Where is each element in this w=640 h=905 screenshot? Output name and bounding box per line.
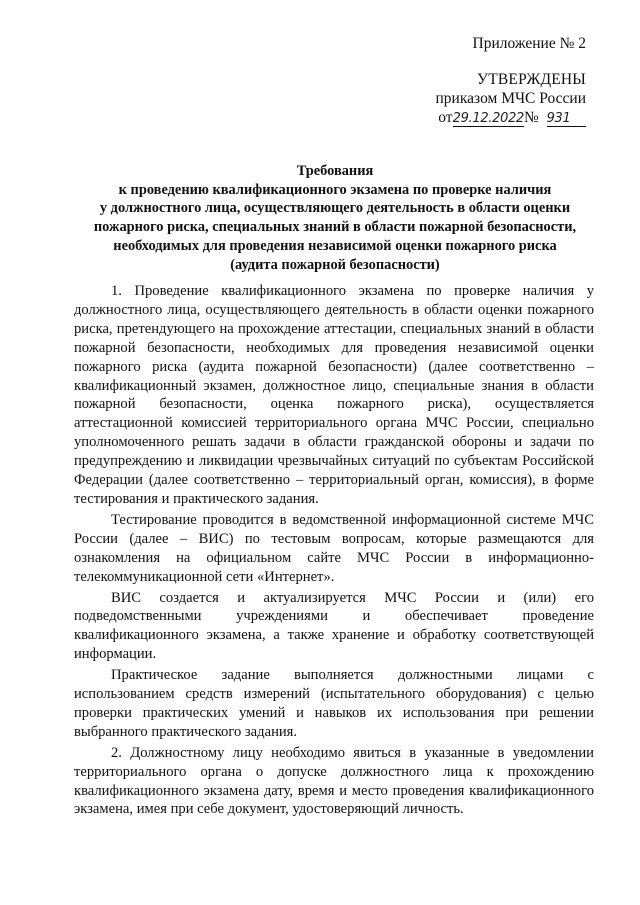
title-line: у должностного лица, осуществляющего деятельность в области оценки bbox=[99, 200, 571, 217]
paragraph-2-attendance: 2. Должностному лицу необходимо явиться в указанные в уведомлении территориального органа о допуске должностного лица к прохождению квалификационного экзамена дату, время и место проведения квалификационного экзамена, имея при себе документ, удостоверяющий личность. bbox=[74, 744, 594, 818]
handwritten-number: 931 bbox=[546, 111, 571, 126]
title-line: пожарного риска, специальных знаний в области пожарной безопасности, bbox=[93, 219, 577, 236]
title-line: Требования bbox=[296, 163, 374, 179]
approved-label: УТВЕРЖДЕНЫ bbox=[477, 71, 586, 88]
order-date-number bbox=[438, 108, 586, 127]
handwritten-date: 29.12.2022 bbox=[452, 111, 525, 126]
title-line: к проведению квалификационного экзамена по проверке наличия bbox=[118, 181, 552, 198]
paragraph-vis: ВИС создается и актуализируется МЧС России и (или) его подведомственными учреждениями и обеспечивает проведение квалификационного экзамена, а также хранение и обработку соответствующей информации. bbox=[74, 589, 594, 663]
document-title bbox=[70, 162, 600, 274]
paragraph-testing: Тестирование проводится в ведомственной информационной системе МЧС России (далее – ВИС) по тестовым вопросам, которые размещаются для ознакомления на официальном сайте МЧС России в информационно-телекоммуникационной сети «Интернет». bbox=[74, 511, 594, 585]
appendix-label: Приложение № 2 bbox=[472, 35, 586, 52]
order-label: приказом МЧС России bbox=[435, 90, 586, 107]
title-line: необходимых для проведения независимой оценки пожарного риска bbox=[113, 237, 557, 254]
date-prefix: от bbox=[438, 109, 453, 126]
paragraph-1-exam-procedure: 1. Проведение квалификационного экзамена по проверке наличия у должностного лица, осуществляющего деятельность в области оценки пожарного риска, претендующего на прохождение аттестации, специальных знаний в области пожарной безопасности, необходимых для проведения независимой оценки пожарного риска (аудита пожарной безопасности) (далее соответственно – квалификационный экзамен, должностное лицо, специальные знания в области пожарной безопасности, оценка пожарного риска), осуществляется аттестационной комиссией территориального органа МЧС России, специально уполномоченного решать задачи в области гражданской обороны и задачи по предупреждению и ликвидации чрезвычайных ситуаций по субъектам Российской Федерации (далее соответственно – территориальный орган, комиссия), в форме тестирования и практического задания. bbox=[74, 283, 594, 507]
paragraph-practical-task: Практическое задание выполняется должностными лицами с использованием средств измерений (испытательного оборудования) с целью проверки практических умений и навыков их использования при решении выбранного практического задания. bbox=[74, 667, 594, 740]
approval-header bbox=[0, 34, 586, 127]
title-line: (аудита пожарной безопасности) bbox=[230, 256, 440, 273]
number-prefix: № bbox=[524, 109, 539, 126]
document-body bbox=[74, 282, 594, 821]
